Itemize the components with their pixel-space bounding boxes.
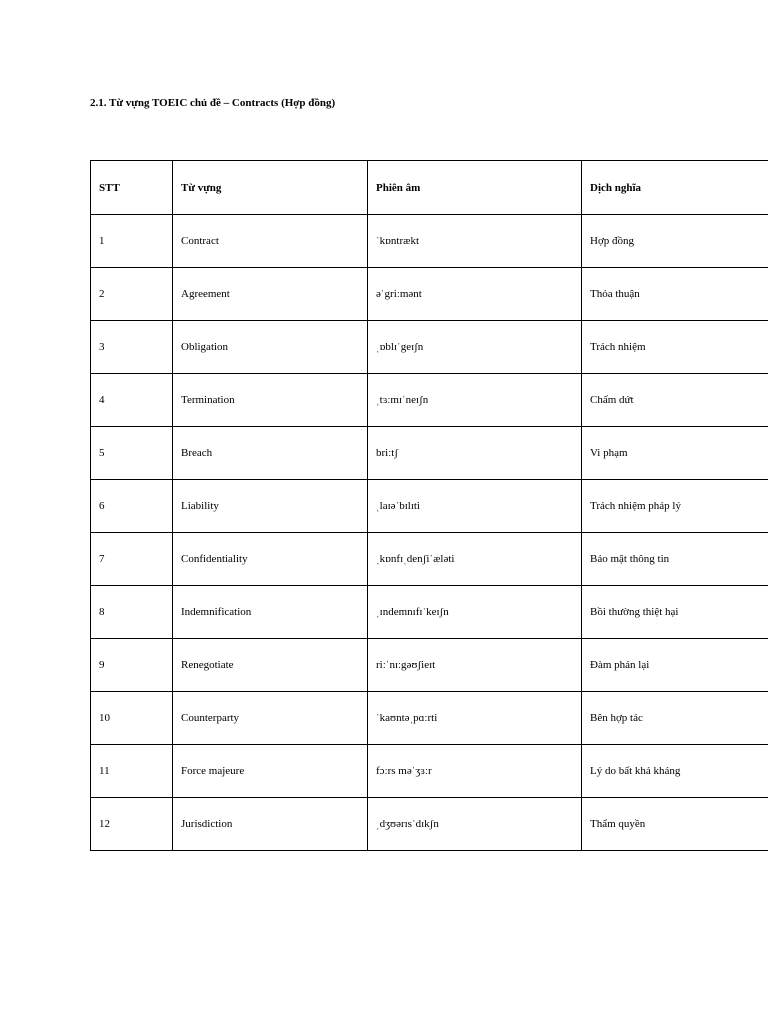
table-row xyxy=(91,427,768,480)
cell-word: Termination xyxy=(173,374,368,427)
cell-meaning: Đàm phán lại xyxy=(582,639,768,692)
section-heading: 2.1. Từ vựng TOEIC chủ đề – Contracts (Hợp đồng) xyxy=(90,97,336,109)
cell-stt: 5 xyxy=(91,427,173,480)
table-row xyxy=(91,692,768,745)
cell-word: Jurisdiction xyxy=(173,798,368,851)
cell-pronunciation: ˈkɒntrækt xyxy=(368,215,582,268)
cell-stt: 11 xyxy=(91,745,173,798)
cell-pronunciation: riːˈnɪːgəʊʃieɪt xyxy=(368,639,582,692)
cell-meaning: Bên hợp tác xyxy=(582,692,768,745)
cell-stt: 12 xyxy=(91,798,173,851)
cell-stt: 8 xyxy=(91,586,173,639)
table-row xyxy=(91,586,768,639)
cell-pronunciation: ˌkɒnfɪˌdenʃiˈæləti xyxy=(368,533,582,586)
header-stt: STT xyxy=(91,161,173,215)
cell-word: Indemnification xyxy=(173,586,368,639)
cell-meaning: Trách nhiệm xyxy=(582,321,768,374)
cell-pronunciation: ˌdʒʊərɪsˈdɪkʃn xyxy=(368,798,582,851)
cell-word: Counterparty xyxy=(173,692,368,745)
header-meaning: Dịch nghĩa xyxy=(582,161,768,215)
header-pronunciation: Phiên âm xyxy=(368,161,582,215)
table-row xyxy=(91,533,768,586)
cell-meaning: Bồi thường thiệt hại xyxy=(582,586,768,639)
cell-word: Force majeure xyxy=(173,745,368,798)
cell-stt: 10 xyxy=(91,692,173,745)
cell-pronunciation: ˌtɜːmɪˈneɪʃn xyxy=(368,374,582,427)
vocabulary-table xyxy=(90,160,768,851)
cell-pronunciation: əˈgriːmənt xyxy=(368,268,582,321)
cell-stt: 1 xyxy=(91,215,173,268)
cell-stt: 2 xyxy=(91,268,173,321)
cell-pronunciation: ˌɒblɪˈgeɪʃn xyxy=(368,321,582,374)
cell-word: Agreement xyxy=(173,268,368,321)
cell-pronunciation: ˌlaɪəˈbɪlɪti xyxy=(368,480,582,533)
cell-pronunciation: ˌɪndemnɪfɪˈkeɪʃn xyxy=(368,586,582,639)
table-row xyxy=(91,321,768,374)
cell-pronunciation: ˈkaʊntəˌpɑːrti xyxy=(368,692,582,745)
cell-word: Liability xyxy=(173,480,368,533)
table-row xyxy=(91,798,768,851)
cell-pronunciation: briːtʃ xyxy=(368,427,582,480)
table-row xyxy=(91,374,768,427)
cell-meaning: Vi phạm xyxy=(582,427,768,480)
cell-word: Renegotiate xyxy=(173,639,368,692)
table-row xyxy=(91,639,768,692)
cell-pronunciation: fɔːrs məˈʒɜːr xyxy=(368,745,582,798)
cell-meaning: Lý do bất khả kháng xyxy=(582,745,768,798)
cell-meaning: Bảo mật thông tin xyxy=(582,533,768,586)
cell-stt: 4 xyxy=(91,374,173,427)
cell-word: Contract xyxy=(173,215,368,268)
cell-word: Confidentiality xyxy=(173,533,368,586)
cell-meaning: Hợp đồng xyxy=(582,215,768,268)
table-header-row xyxy=(91,161,768,215)
table-row xyxy=(91,268,768,321)
cell-meaning: Thẩm quyền xyxy=(582,798,768,851)
cell-stt: 7 xyxy=(91,533,173,586)
cell-stt: 9 xyxy=(91,639,173,692)
table-row xyxy=(91,745,768,798)
cell-meaning: Thỏa thuận xyxy=(582,268,768,321)
cell-stt: 6 xyxy=(91,480,173,533)
header-vocabulary: Từ vựng xyxy=(173,161,368,215)
cell-meaning: Chấm dứt xyxy=(582,374,768,427)
table-row xyxy=(91,215,768,268)
cell-word: Obligation xyxy=(173,321,368,374)
cell-stt: 3 xyxy=(91,321,173,374)
table-row xyxy=(91,480,768,533)
cell-word: Breach xyxy=(173,427,368,480)
cell-meaning: Trách nhiệm pháp lý xyxy=(582,480,768,533)
